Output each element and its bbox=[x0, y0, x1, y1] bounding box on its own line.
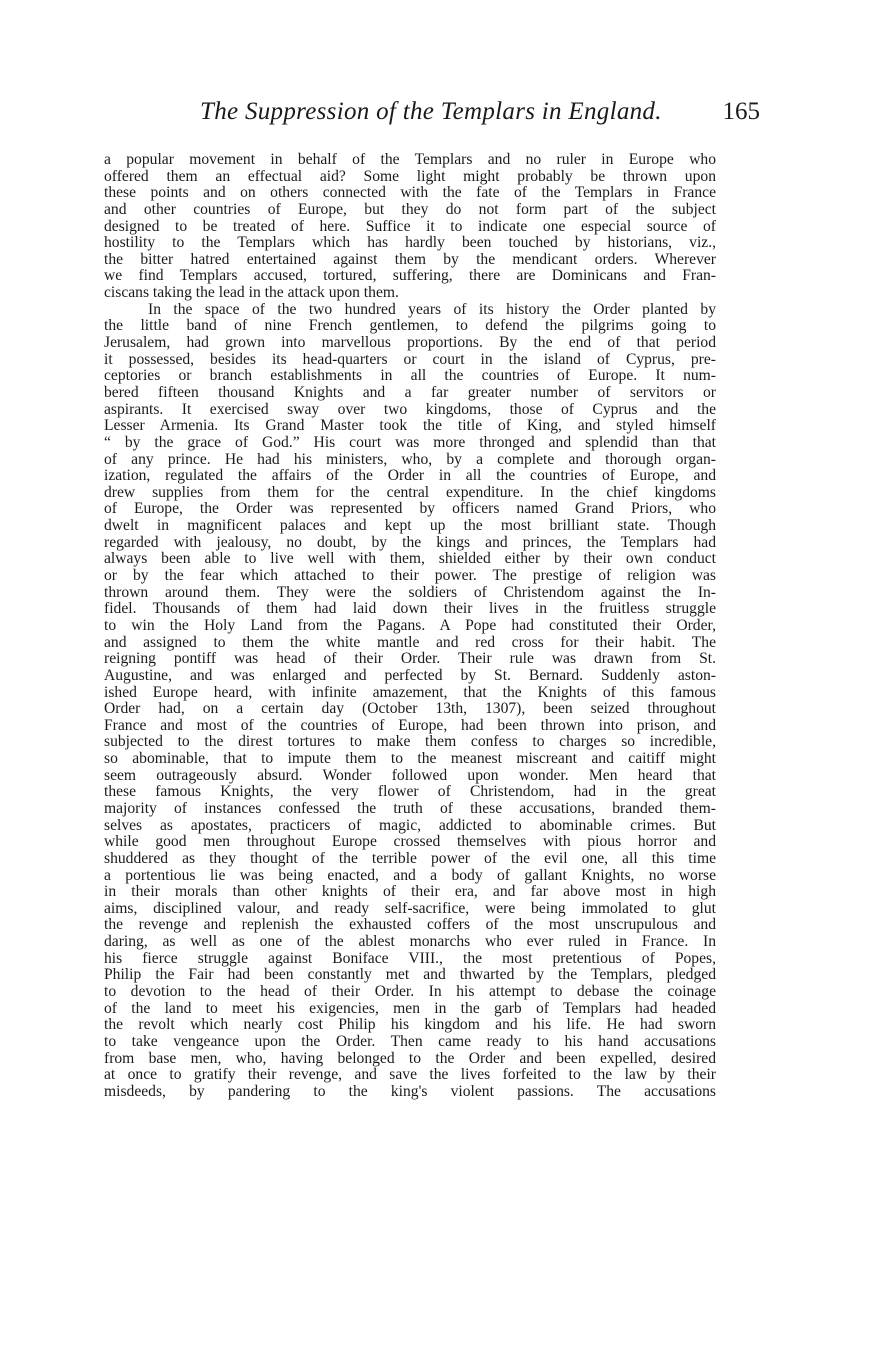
text-line: Lesser Armenia. Its Grand Master took the title of King, and styled himself bbox=[104, 417, 716, 435]
text-line: ished Europe heard, with infinite amazement, that the Knights of this famous bbox=[104, 683, 716, 701]
text-line: thrown around them. They were the soldiers of Christendom against the In- bbox=[104, 583, 716, 601]
text-line: these famous Knights, the very flower of Christendom, had in the great bbox=[104, 783, 716, 801]
text-line: his fierce struggle against Boniface VIII., the most pretentious of Popes, bbox=[104, 949, 716, 967]
text-line: so abominable, that to impute them to the meanest miscreant and caitiff might bbox=[104, 750, 716, 768]
text-line: reigning pontiff was head of their Order. Their rule was drawn from St. bbox=[104, 650, 716, 668]
text-line: fidel. Thousands of them had laid down their lives in the fruitless struggle bbox=[104, 600, 716, 618]
text-line: to devotion to the head of their Order. In his attempt to debase the coinage bbox=[104, 983, 716, 1001]
text-line: majority of instances confessed the truth of these accusations, branded them- bbox=[104, 799, 716, 817]
text-line: Philip the Fair had been constantly met and thwarted by the Templars, pledged bbox=[104, 966, 716, 984]
running-title: The Suppression of the Templars in England. bbox=[200, 98, 662, 125]
text-line: subjected to the direst tortures to make them confess to charges so incredible, bbox=[104, 733, 716, 751]
text-line: the bitter hatred entertained against them by the mendicant orders. Wherever bbox=[104, 250, 716, 268]
text-line: hostility to the Templars which has hardly been touched by historians, viz., bbox=[104, 234, 716, 252]
text-line: in their morals than other knights of their era, and far above most in high bbox=[104, 883, 716, 901]
text-line: it possessed, besides its head-quarters or court in the island of Cyprus, pre- bbox=[104, 350, 716, 368]
text-line: to take vengeance upon the Order. Then came ready to his hand accusations bbox=[104, 1032, 716, 1050]
text-line: offered them an effectual aid? Some light might probably be thrown upon bbox=[104, 167, 716, 185]
text-line: Order had, on a certain day (October 13th, 1307), been seized throughout bbox=[104, 700, 716, 718]
text-line: bered fifteen thousand Knights and a far greater number of servitors or bbox=[104, 383, 716, 401]
text-line: ceptories or branch establishments in all the countries of Europe. It num- bbox=[104, 367, 716, 385]
text-line: the revolt which nearly cost Philip his kingdom and his life. He had sworn bbox=[104, 1016, 716, 1034]
text-line: drew supplies from them for the central expenditure. In the chief kingdoms bbox=[104, 483, 716, 501]
running-header bbox=[200, 98, 760, 134]
text-line: of Europe, the Order was represented by officers named Grand Priors, who bbox=[104, 500, 716, 518]
text-line: dwelt in magnificent palaces and kept up the most brilliant state. Though bbox=[104, 517, 716, 535]
text-line: from base men, who, having belonged to the Order and been expelled, desired bbox=[104, 1049, 716, 1067]
text-line: we find Templars accused, tortured, suffering, there are Dominicans and Fran- bbox=[104, 267, 716, 285]
text-line: daring, as well as one of the ablest monarchs who ever ruled in France. In bbox=[104, 933, 716, 951]
text-line: “ by the grace of God.” His court was more thronged and splendid than that bbox=[104, 433, 716, 451]
text-line: the little band of nine French gentlemen, to defend the pilgrims going to bbox=[104, 317, 716, 335]
text-line: the revenge and replenish the exhausted coffers of the most unscrupulous and bbox=[104, 916, 716, 934]
text-line: always been able to live well with them, shielded either by their own conduct bbox=[104, 550, 716, 568]
page-number: 165 bbox=[722, 98, 760, 125]
text-line: of the land to meet his exigencies, men in the garb of Templars had headed bbox=[104, 999, 716, 1017]
text-line: aims, disciplined valour, and ready self-sacrifice, were being immolated to glut bbox=[104, 899, 716, 917]
text-line: Jerusalem, had grown into marvellous proportions. By the end of that period bbox=[104, 334, 716, 352]
text-line: these points and on others connected with the fate of the Templars in France bbox=[104, 184, 716, 202]
text-line: France and most of the countries of Europe, had been thrown into prison, and bbox=[104, 716, 716, 734]
text-line: of any prince. He had his ministers, who, by a complete and thorough organ- bbox=[104, 450, 716, 468]
body-text bbox=[104, 152, 716, 1101]
text-line: aspirants. It exercised sway over two kingdoms, those of Cyprus and the bbox=[104, 400, 716, 418]
text-line: regarded with jealousy, no doubt, by the kings and princes, the Templars had bbox=[104, 533, 716, 551]
text-line: while good men throughout Europe crossed themselves with pious horror and bbox=[104, 833, 716, 851]
text-line: misdeeds, by pandering to the king's violent passions. The accusations bbox=[104, 1082, 716, 1100]
text-line: ization, regulated the affairs of the Order in all the countries of Europe, and bbox=[104, 467, 716, 485]
text-line: and other countries of Europe, but they do not form part of the subject bbox=[104, 200, 716, 218]
text-line: a popular movement in behalf of the Templars and no ruler in Europe who bbox=[104, 151, 716, 168]
text-line: and assigned to them the white mantle and red cross for their habit. The bbox=[104, 633, 716, 651]
text-line: selves as apostates, practicers of magic, addicted to abominable crimes. But bbox=[104, 816, 716, 834]
text-line: at once to gratify their revenge, and save the lives forfeited to the law by their bbox=[104, 1066, 716, 1084]
text-line: Augustine, and was enlarged and perfected by St. Bernard. Suddenly aston- bbox=[104, 666, 716, 684]
text-line: a portentious lie was being enacted, and a body of gallant Knights, no worse bbox=[104, 866, 716, 884]
text-line: seem outrageously absurd. Wonder followed upon wonder. Men heard that bbox=[104, 766, 716, 784]
paragraph-end-line: ciscans taking the lead in the attack upon them. bbox=[104, 284, 399, 302]
text-line: shuddered as they thought of the terrible power of the evil one, all this time bbox=[104, 849, 716, 867]
text-line: or by the fear which attached to their power. The prestige of religion was bbox=[104, 567, 716, 585]
text-line: designed to be treated of here. Suffice it to indicate one especial source of bbox=[104, 217, 716, 235]
text-line: to win the Holy Land from the Pagans. A Pope had constituted their Order, bbox=[104, 616, 716, 634]
paragraph-start-line: In the space of the two hundred years of its history the Order planted by bbox=[148, 300, 716, 318]
